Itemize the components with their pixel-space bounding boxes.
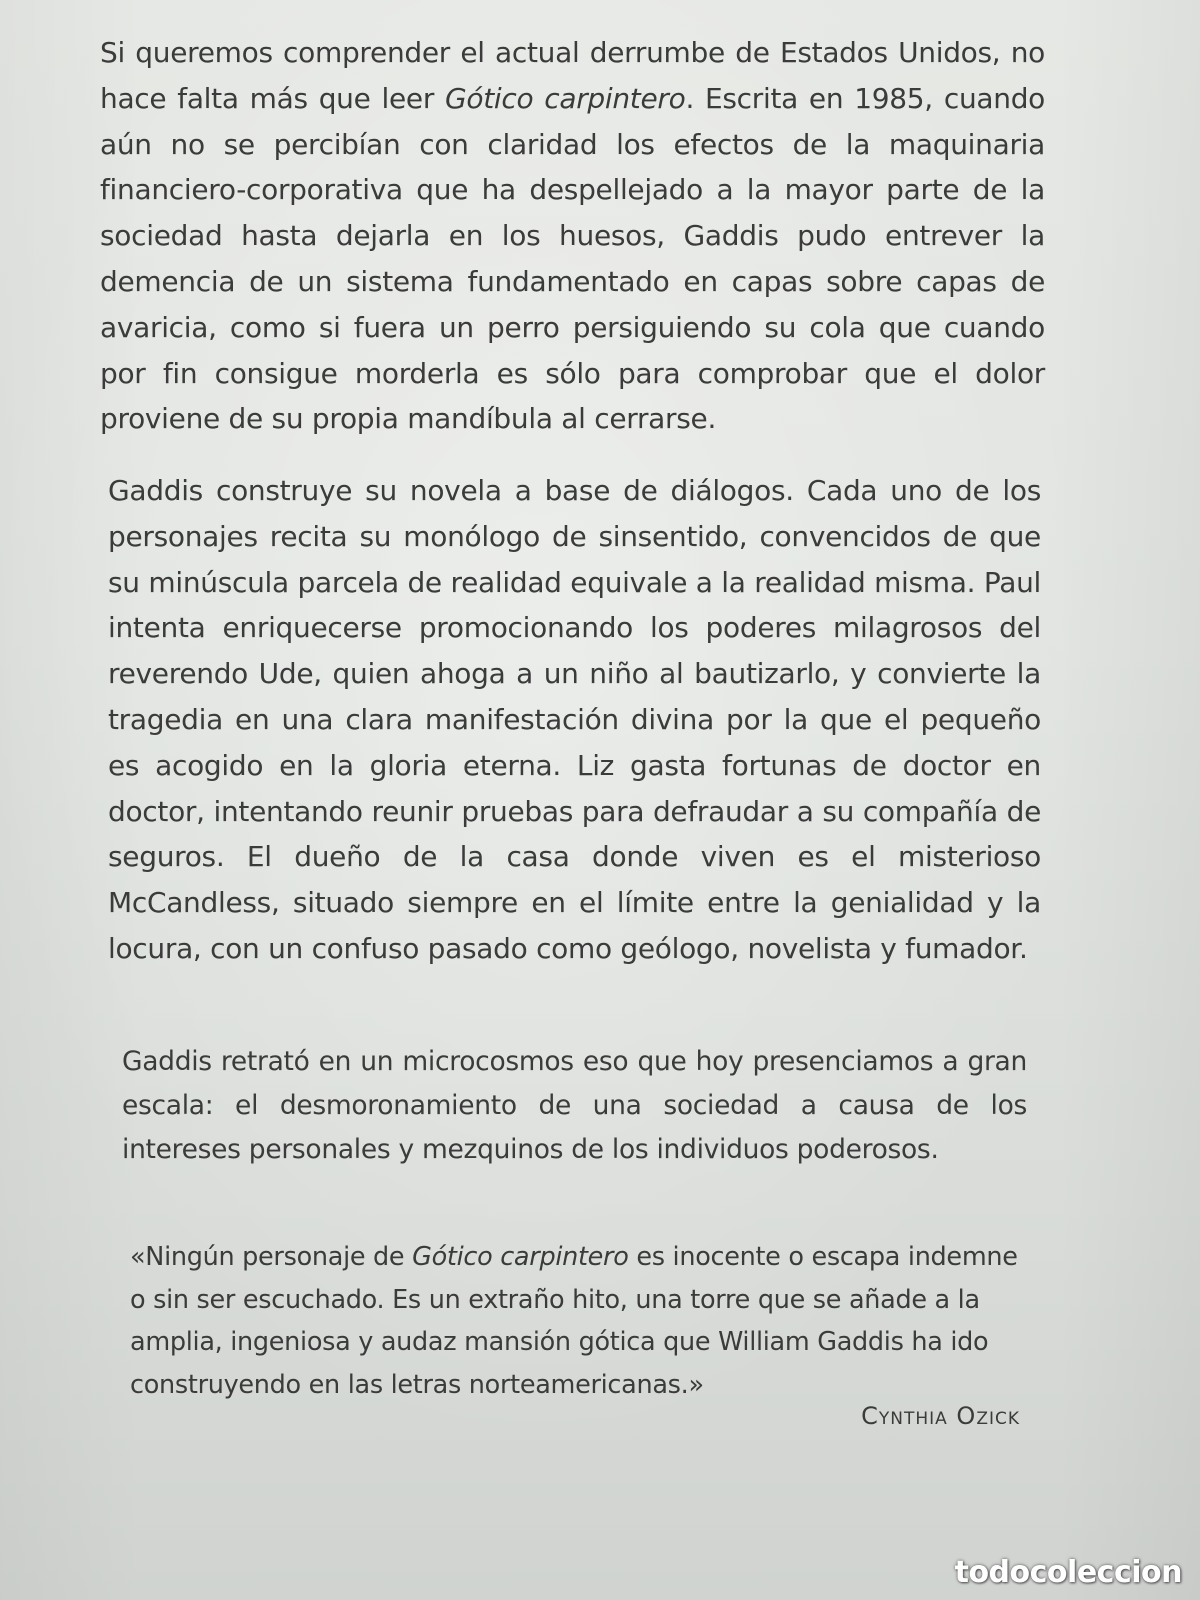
quote-text-b: es inocente o escapa indemne o sin ser escuchado. Es un extraño hito, una torre que se añade a la amplia, ingeniosa y audaz mansión gótica que William Gaddis ha ido construyendo en las letras norteamericanas.» — [130, 1242, 1018, 1400]
p1-text-b: . Escrita en 1985, cuando aún no se percibían con claridad los efectos de la maquinaria financiero-corporativa que ha despellejado a la mayor parte de la sociedad hasta dejarla en los huesos, Gaddis pudo entrever la demencia de un sistema fundamentado en capas sobre capas de avaricia, como si fuera un perro persiguiendo su cola que cuando por fin consigue morderla es sólo para comprobar que el dolor proviene de su propia mandíbula al cerrarse. — [100, 81, 1045, 436]
p1-text-a: Si queremos comprender el actual derrumbe de Estados Unidos, no hace falta más que leer — [100, 36, 1045, 115]
watermark-logo: todocoleccion — [954, 1555, 1182, 1590]
quote-text-a: «Ningún personaje de — [130, 1242, 413, 1272]
synopsis-paragraph-2: Gaddis construye su novela a base de diálogos. Cada uno de los personajes recita su monólogo de sinsentido, convencidos de que su minúscula parcela de realidad equivale a la realidad misma. Paul intenta enriquecerse promocionando los poderes milagrosos del reverendo Ude, quien ahoga a un niño al bautizarlo, y convierte la tragedia en una clara manifestación divina por la que el pequeño es acogido en la gloria eterna. Liz gasta fortunas de doctor en doctor, intentando reunir pruebas para defraudar a su compañía de seguros. El dueño de la casa donde viven es el misterioso McCandless, situado siempre en el límite entre la genialidad y la locura, con un confuso pasado como geólogo, novelista y fumador. — [108, 474, 1041, 965]
synopsis-paragraph-3: Gaddis retrató en un microcosmos eso que hoy presenciamos a gran escala: el desmoronamiento de una sociedad a causa de los intereses personales y mezquinos de los individuos poderosos. — [122, 1046, 1027, 1165]
review-quote — [130, 1236, 1020, 1406]
p1-book-title: Gótico carpintero — [444, 81, 686, 115]
quote-book-title: Gótico carpintero — [412, 1242, 629, 1272]
synopsis-paragraph-1 — [100, 30, 1045, 442]
quote-attribution: Cynthia Ozick — [861, 1402, 1020, 1430]
